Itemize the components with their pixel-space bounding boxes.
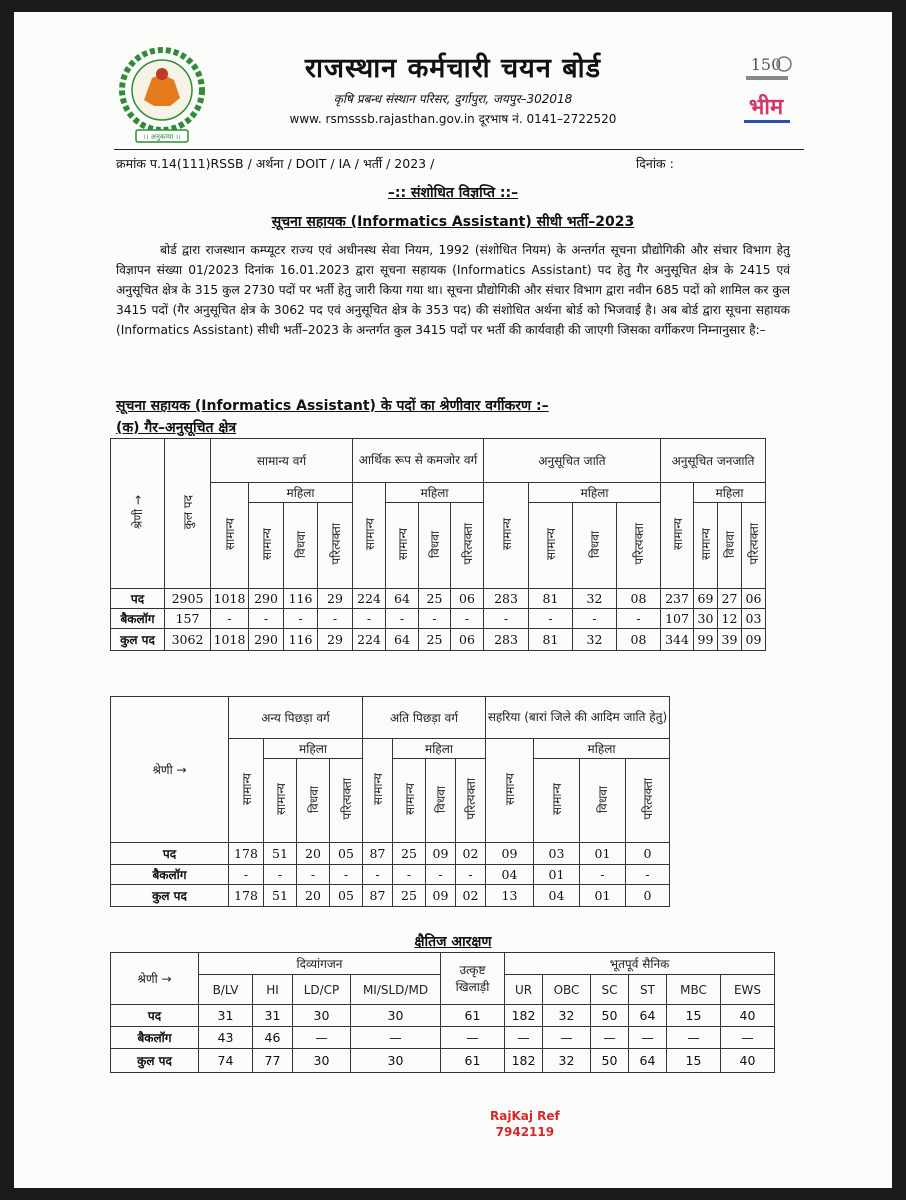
- table-horizontal-reservation: [110, 952, 775, 1073]
- sub-col-widow: विधवा: [297, 759, 330, 843]
- sub-col-header: MI/SLD/MD: [351, 975, 441, 1005]
- sub-col-divorcee: परित्यक्ता: [626, 759, 670, 843]
- table-cell: -: [363, 865, 393, 885]
- table-cell: -: [484, 609, 529, 629]
- table-non-scheduled-area: [110, 438, 766, 651]
- table-cell: 30: [694, 609, 718, 629]
- table-cell: 05: [330, 843, 363, 865]
- table-cell: 87: [363, 885, 393, 907]
- table-cell: 290: [249, 589, 284, 609]
- table-cell: 04: [534, 885, 580, 907]
- table-cell: 06: [451, 629, 484, 651]
- table-cell: 1018: [211, 629, 249, 651]
- sub-col-header: SC: [591, 975, 629, 1005]
- table-cell: -: [297, 865, 330, 885]
- mahila-header: महिला: [529, 483, 661, 503]
- group-general: सामान्य वर्ग: [211, 439, 353, 483]
- table-cell: 30: [293, 1005, 351, 1027]
- table-cell: —: [591, 1027, 629, 1049]
- table-cell: -: [529, 609, 573, 629]
- sub-col-header: EWS: [721, 975, 775, 1005]
- table-row: [111, 1005, 775, 1027]
- sub-col-header: UR: [505, 975, 543, 1005]
- table-cell: -: [318, 609, 353, 629]
- sub-col-general: सामान्य: [386, 503, 419, 589]
- sub-general: सामान्य: [229, 739, 264, 843]
- sub-col-divorcee: परित्यक्ता: [742, 503, 766, 589]
- sub-col-header: LD/CP: [293, 975, 351, 1005]
- table-cell: 64: [629, 1005, 667, 1027]
- table-cell: -: [229, 865, 264, 885]
- table-cell: 30: [293, 1049, 351, 1073]
- table-cell: 31: [199, 1005, 253, 1027]
- table-cell: 77: [253, 1049, 293, 1073]
- emblem-motto: ।। अनुकम्पा ।।: [143, 133, 181, 141]
- table-cell: 2905: [165, 589, 211, 609]
- table-row: [111, 609, 766, 629]
- table-cell: 61: [441, 1049, 505, 1073]
- document-page: [14, 12, 892, 1188]
- table-row: [111, 843, 670, 865]
- mahila-header: महिला: [393, 739, 486, 759]
- row-label: पद: [111, 589, 165, 609]
- table-cell: 0: [626, 843, 670, 865]
- table-cell: 01: [534, 865, 580, 885]
- notice-paragraph: बोर्ड द्वारा राजस्थान कम्प्यूटर राज्य एवं अधीनस्थ सेवा नियम, 1992 (संशोधित नियम) के अन्तर्गत सूचना प्रौद्योगिकी और संचार विभाग हेतु विज्ञापन संख्या 01/2023 दिनांक 16.01.2023 द्वारा सूचना सहायक (Informatics Assistant) पद हेतु गैर अनुसूचित क्षेत्र के 2415 एवं अनुसूचित क्षेत्र के 315 कुल 2730 पदों पर भर्ती हेतु जारी किया गया था। सूचना प्रौद्योगिकी और संचार विभाग द्वारा नवीन 685 पदों को शामिल कर कुल 3415 पदों (गैर अनुसूचित क्षेत्र के 3062 पद एवं अनुसूचित क्षेत्र के 353 पद) की संशोधित अर्थना बोर्ड को भिजवाई है। अब बोर्ड द्वारा सूचना सहायक (Informatics Assistant) सीधी भर्ती–2023 के अन्तर्गत कुल 3415 पदों पर भर्ती की कार्यवाही की जाएगी जिसका वर्गीकरण निम्नानुसार है:–: [116, 243, 790, 337]
- table-cell: 04: [486, 865, 534, 885]
- sub-col-general: सामान्य: [264, 759, 297, 843]
- sub-col-widow: विधवा: [580, 759, 626, 843]
- table-cell: 01: [580, 885, 626, 907]
- table-cell: 99: [694, 629, 718, 651]
- table-cell: -: [353, 609, 386, 629]
- table-cell: 3062: [165, 629, 211, 651]
- table-cell: 81: [529, 589, 573, 609]
- table-cell: 50: [591, 1049, 629, 1073]
- mahila-header: महिला: [249, 483, 353, 503]
- table-cell: —: [629, 1027, 667, 1049]
- reference-number: क्रमांक प.14(111)RSSB / अर्थना / DOIT / IA / भर्ती / 2023 /: [116, 156, 435, 171]
- table-cell: 09: [486, 843, 534, 865]
- table-cell: 03: [742, 609, 766, 629]
- table-cell: 05: [330, 885, 363, 907]
- table-cell: 50: [591, 1005, 629, 1027]
- table-cell: 12: [718, 609, 742, 629]
- table-cell: —: [721, 1027, 775, 1049]
- org-address: कृषि प्रबन्ध संस्थान परिसर, दुर्गापुरा, जयपुर–302018: [333, 92, 573, 106]
- table-cell: -: [419, 609, 451, 629]
- table-cell: 25: [393, 885, 426, 907]
- table-cell: 178: [229, 885, 264, 907]
- sub-col-divorcee: परित्यक्ता: [451, 503, 484, 589]
- table-cell: 157: [165, 609, 211, 629]
- table-cell: 43: [199, 1027, 253, 1049]
- table-cell: 29: [318, 589, 353, 609]
- table-obc-mbc-saharia: [110, 696, 670, 907]
- table-cell: 116: [284, 589, 318, 609]
- sub-general: सामान्य: [353, 483, 386, 589]
- sub-col-divorcee: परित्यक्ता: [617, 503, 661, 589]
- row-label: कुल पद: [111, 629, 165, 651]
- table-row: [111, 1027, 775, 1049]
- table-cell: 283: [484, 589, 529, 609]
- table-cell: 40: [721, 1005, 775, 1027]
- table-cell: 30: [351, 1049, 441, 1073]
- table-cell: 64: [386, 629, 419, 651]
- mahila-header: महिला: [386, 483, 484, 503]
- sub-col-header: OBC: [543, 975, 591, 1005]
- notice-title: –:: संशोधित विज्ञप्ति ::–: [387, 185, 519, 201]
- table-cell: 116: [284, 629, 318, 651]
- table-cell: 74: [199, 1049, 253, 1073]
- table-cell: -: [617, 609, 661, 629]
- org-name: राजस्थान कर्मचारी चयन बोर्ड: [304, 53, 602, 84]
- logo-150-text: 150: [750, 55, 782, 74]
- table-cell: 64: [386, 589, 419, 609]
- header-divider: [114, 149, 804, 150]
- group-ex-servicemen: भूतपूर्व सैनिक: [505, 953, 775, 975]
- table-cell: 107: [661, 609, 694, 629]
- table-cell: -: [626, 865, 670, 885]
- table-cell: 178: [229, 843, 264, 865]
- table-cell: -: [393, 865, 426, 885]
- table-cell: —: [667, 1027, 721, 1049]
- sub-col-general: सामान्य: [529, 503, 573, 589]
- row-label: बैकलॉग: [111, 1027, 199, 1049]
- sub-col-header: B/LV: [199, 975, 253, 1005]
- table-cell: 32: [543, 1049, 591, 1073]
- group-sc: अनुसूचित जाति: [484, 439, 661, 483]
- logo-bhim-text: भीम: [748, 95, 784, 120]
- table-cell: 46: [253, 1027, 293, 1049]
- table-cell: 20: [297, 885, 330, 907]
- table-cell: 32: [543, 1005, 591, 1027]
- sub-general: सामान्य: [486, 739, 534, 843]
- table-cell: 01: [580, 843, 626, 865]
- table-cell: 1018: [211, 589, 249, 609]
- table-cell: -: [573, 609, 617, 629]
- table-cell: —: [351, 1027, 441, 1049]
- table-cell: 182: [505, 1005, 543, 1027]
- category-header: श्रेणी →: [111, 953, 199, 1005]
- table-row: [111, 1049, 775, 1073]
- section-a-heading: (क) गैर–अनुसूचित क्षेत्र: [116, 420, 237, 436]
- table-cell: 69: [694, 589, 718, 609]
- sub-col-divorcee: परित्यक्ता: [318, 503, 353, 589]
- sub-general: सामान्य: [661, 483, 694, 589]
- group-sports: उत्कृष्ट खिलाड़ी: [441, 953, 505, 1005]
- sub-col-header: ST: [629, 975, 667, 1005]
- table-cell: 32: [573, 629, 617, 651]
- table-cell: 224: [353, 629, 386, 651]
- sub-col-header: HI: [253, 975, 293, 1005]
- sub-col-header: MBC: [667, 975, 721, 1005]
- table-cell: 32: [573, 589, 617, 609]
- table-cell: -: [284, 609, 318, 629]
- table-cell: 344: [661, 629, 694, 651]
- table-cell: 290: [249, 629, 284, 651]
- sub-col-general: सामान्य: [249, 503, 284, 589]
- group-disabled: दिव्यांगजन: [199, 953, 441, 975]
- table-cell: 03: [534, 843, 580, 865]
- table-cell: 27: [718, 589, 742, 609]
- table-cell: 09: [742, 629, 766, 651]
- table-cell: 0: [626, 885, 670, 907]
- group-saharia: सहरिया (बारां जिले की आदिम जाति हेतु): [486, 697, 670, 739]
- table-cell: 29: [318, 629, 353, 651]
- table-cell: 39: [718, 629, 742, 651]
- table-cell: -: [264, 865, 297, 885]
- table-cell: 02: [456, 885, 486, 907]
- table-row: [111, 629, 766, 651]
- mahila-header: महिला: [264, 739, 363, 759]
- table-cell: 31: [253, 1005, 293, 1027]
- table-cell: 283: [484, 629, 529, 651]
- sub-col-general: सामान्य: [393, 759, 426, 843]
- row-label: बैकलॉग: [111, 609, 165, 629]
- table-cell: 25: [419, 629, 451, 651]
- table-cell: 09: [426, 885, 456, 907]
- table-cell: -: [451, 609, 484, 629]
- classification-heading: सूचना सहायक (Informatics Assistant) के पदों का श्रेणीवार वर्गीकरण :–: [116, 398, 549, 414]
- table-cell: 08: [617, 589, 661, 609]
- mahila-header: महिला: [534, 739, 670, 759]
- category-header: श्रेणी →: [111, 439, 165, 589]
- table-cell: 87: [363, 843, 393, 865]
- table-cell: 25: [393, 843, 426, 865]
- table-cell: 15: [667, 1049, 721, 1073]
- table-cell: -: [456, 865, 486, 885]
- rajkaj-ref-label: RajKaj Ref: [490, 1109, 560, 1123]
- group-obc: अन्य पिछड़ा वर्ग: [229, 697, 363, 739]
- table-cell: 51: [264, 843, 297, 865]
- table-cell: -: [211, 609, 249, 629]
- group-st: अनुसूचित जनजाति: [661, 439, 766, 483]
- row-label: पद: [111, 843, 229, 865]
- table-cell: 02: [456, 843, 486, 865]
- category-header: श्रेणी →: [111, 697, 229, 843]
- horizontal-reservation-heading: क्षैतिज आरक्षण: [414, 934, 492, 950]
- table-cell: 06: [451, 589, 484, 609]
- sub-col-general: सामान्य: [534, 759, 580, 843]
- table-cell: 30: [351, 1005, 441, 1027]
- sub-col-widow: विधवा: [284, 503, 318, 589]
- mahila-header: महिला: [694, 483, 766, 503]
- row-label: बैकलॉग: [111, 865, 229, 885]
- sub-general: सामान्य: [363, 739, 393, 843]
- row-label: कुल पद: [111, 885, 229, 907]
- sub-col-divorcee: परित्यक्ता: [330, 759, 363, 843]
- table-cell: -: [330, 865, 363, 885]
- sub-col-widow: विधवा: [426, 759, 456, 843]
- table-cell: -: [249, 609, 284, 629]
- row-label: पद: [111, 1005, 199, 1027]
- org-website-phone: www. rsmsssb.rajasthan.gov.in दूरभाष नं. 0141–2722520: [289, 112, 617, 126]
- table-cell: 182: [505, 1049, 543, 1073]
- table-cell: -: [426, 865, 456, 885]
- table-row: [111, 885, 670, 907]
- table-cell: -: [386, 609, 419, 629]
- table-cell: —: [293, 1027, 351, 1049]
- rajkaj-ref-number: 7942119: [495, 1125, 555, 1139]
- rajkaj-reference-stamp: [490, 1108, 560, 1140]
- sub-general: सामान्य: [484, 483, 529, 589]
- group-ews: आर्थिक रूप से कमजोर वर्ग: [353, 439, 484, 483]
- table-cell: 40: [721, 1049, 775, 1073]
- table-cell: —: [543, 1027, 591, 1049]
- table-cell: 61: [441, 1005, 505, 1027]
- table-cell: —: [505, 1027, 543, 1049]
- table-cell: 25: [419, 589, 451, 609]
- date-label: दिनांक :: [636, 156, 674, 171]
- sub-col-widow: विधवा: [718, 503, 742, 589]
- sub-col-widow: विधवा: [419, 503, 451, 589]
- table-cell: 09: [426, 843, 456, 865]
- total-posts-header: कुल पद: [165, 439, 211, 589]
- sub-col-general: सामान्य: [694, 503, 718, 589]
- sub-col-widow: विधवा: [573, 503, 617, 589]
- table-cell: 224: [353, 589, 386, 609]
- table-row: [111, 589, 766, 609]
- table-cell: 237: [661, 589, 694, 609]
- table-cell: 64: [629, 1049, 667, 1073]
- table-cell: 20: [297, 843, 330, 865]
- group-mbc: अति पिछड़ा वर्ग: [363, 697, 486, 739]
- table-cell: 15: [667, 1005, 721, 1027]
- table-cell: 51: [264, 885, 297, 907]
- sub-general: सामान्य: [211, 483, 249, 589]
- table-cell: 06: [742, 589, 766, 609]
- sub-col-divorcee: परित्यक्ता: [456, 759, 486, 843]
- post-title: सूचना सहायक (Informatics Assistant) सीधी भर्ती–2023: [271, 214, 635, 230]
- row-label: कुल पद: [111, 1049, 199, 1073]
- table-cell: —: [441, 1027, 505, 1049]
- table-cell: 08: [617, 629, 661, 651]
- table-row: [111, 865, 670, 885]
- table-cell: 81: [529, 629, 573, 651]
- table-cell: -: [580, 865, 626, 885]
- table-cell: 13: [486, 885, 534, 907]
